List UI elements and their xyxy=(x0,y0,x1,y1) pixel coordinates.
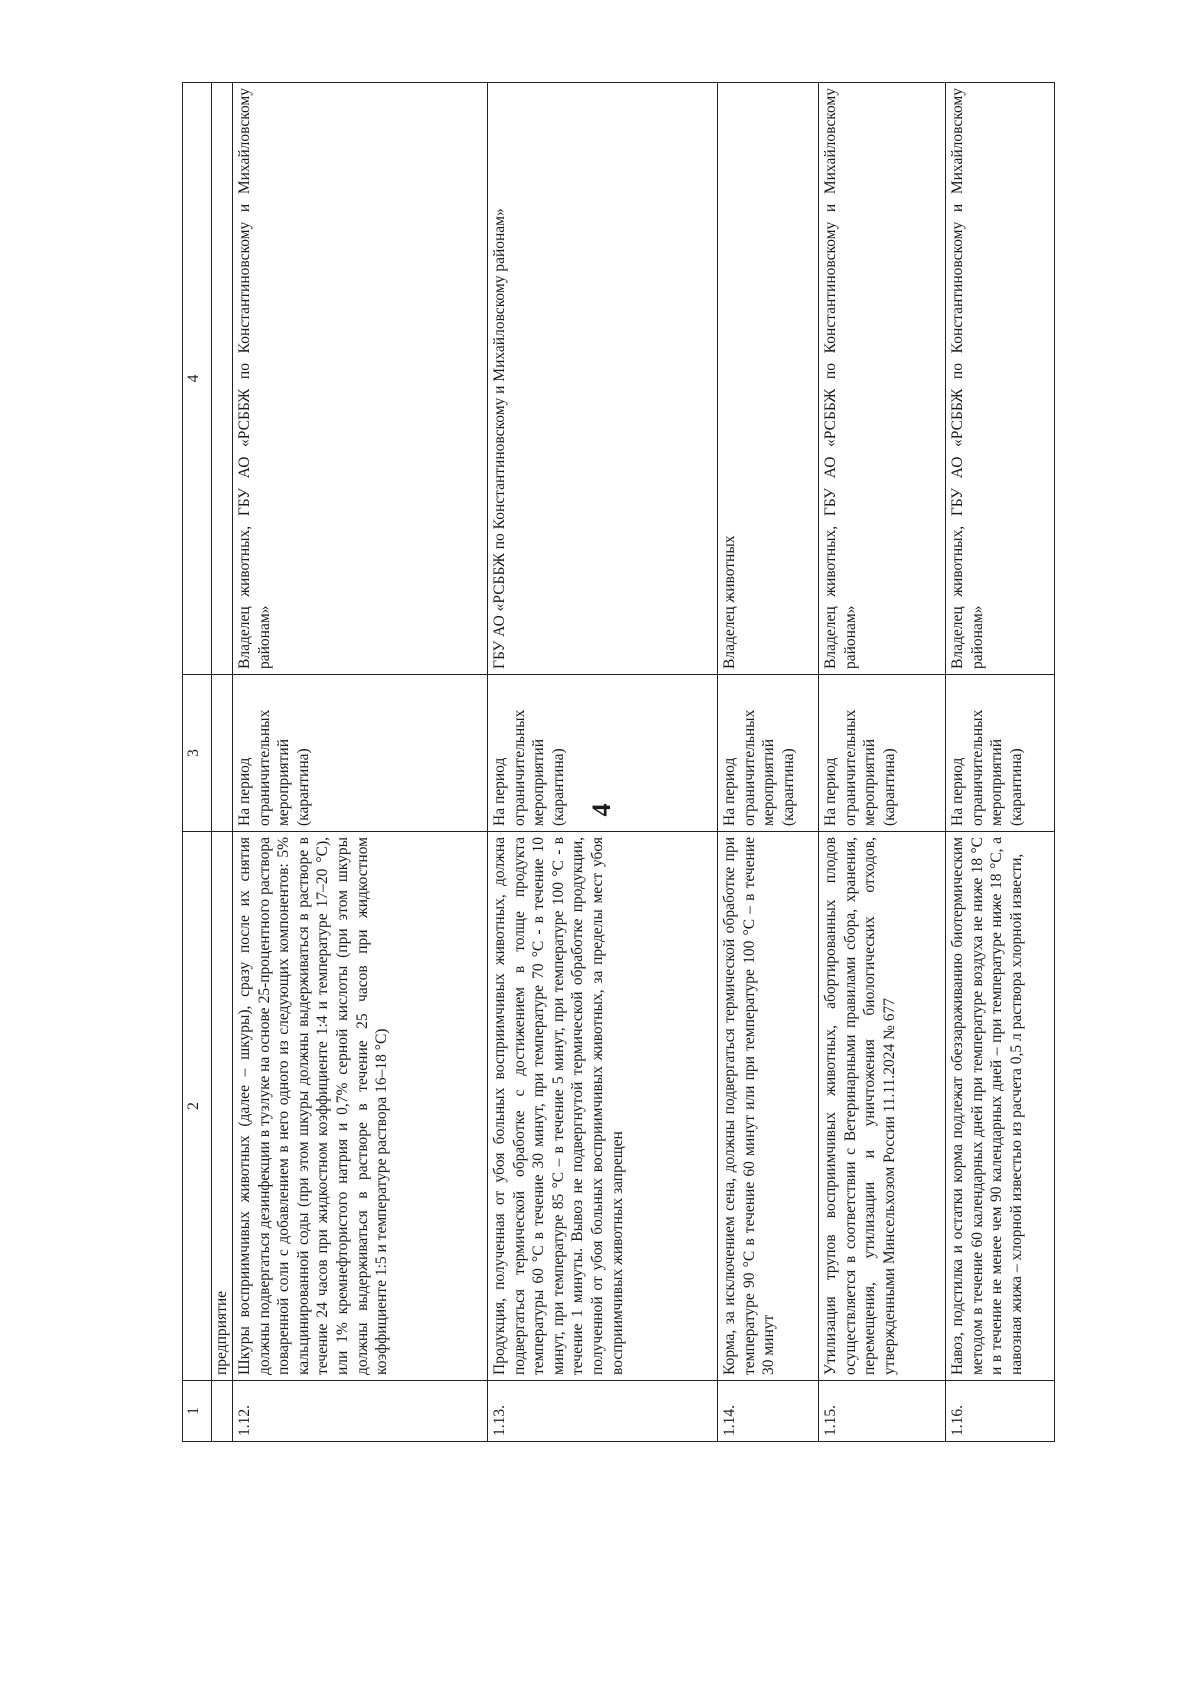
continuation-cell-1 xyxy=(212,1381,233,1442)
period-text: На период ограничительных мероприятий (карантина) xyxy=(946,675,1055,832)
measure-text: Шкуры восприимчивых животных (далее – шкуры), сразу после их снятия должны подвергаться дезинфекции в тузлуке на основе 25-процентного раствора поваренной соли с добавлением в него одного из следующих компонентов: 5% кальцинированной соды (при этом шкуры должны выдерживаться в растворе в течение 24 часов при жидкостном коэффициенте 1:4 и температуре 17–20 °С), или 1% кремнефтористого натрия и 0,7% серной кислоты (при этом шкуры должны выдерживаться в растворе в течение 25 часов при жидкостном коэффициенте 1:5 и температуре раствора 16–18 °С) xyxy=(233,832,488,1381)
responsible-text: Владелец животных, ГБУ АО «РСББЖ по Константиновскому и Михайловскому районам» xyxy=(819,83,946,675)
header-cell-1: 1 xyxy=(183,1381,212,1442)
table-row xyxy=(233,83,488,1442)
table-row xyxy=(718,83,819,1442)
measure-text: Навоз, подстилка и остатки корма подлежат обеззараживанию биотермическим методом в течение 60 календарных дней при температуре воздуха не ниже 18 °С и в течение не менее чем 90 календарных дней – при температуре ниже 18 °С, а навозная жижа – хлорной известью из расчета 0,5 л раствора хлорной извести, xyxy=(946,832,1055,1381)
continuation-row xyxy=(212,83,233,1442)
responsible-text: Владелец животных, ГБУ АО «РСББЖ по Константиновскому и Михайловскому районам» xyxy=(233,83,488,675)
table-row xyxy=(488,83,718,1442)
continuation-text: предприятие xyxy=(212,832,233,1381)
header-cell-2: 2 xyxy=(183,832,212,1381)
table-row xyxy=(946,83,1055,1442)
row-number: 1.13. xyxy=(488,1381,718,1442)
responsible-text: Владелец животных, ГБУ АО «РСББЖ по Константиновскому и Михайловскому районам» xyxy=(946,83,1055,675)
period-text: На период ограничительных мероприятий (карантина) xyxy=(488,675,718,832)
header-cell-4: 4 xyxy=(183,83,212,675)
continuation-cell-3 xyxy=(212,675,233,832)
table-row xyxy=(819,83,946,1442)
measures-table xyxy=(182,82,1055,1442)
measure-text: Продукция, полученная от убоя больных восприимчивых животных, должна подвергаться термической обработке с достижением в толще продукта температуры 60 °С в течение 30 минут, при температуре 70 °С - в течение 10 минут, при температуре 85 °С – в течение 5 минут, при температуре 100 °С - в течение 1 минуты. Вывоз не подвергнутой термической обработке продукции, полученной от убоя больных восприимчивых животных, за пределы мест убоя восприимчивых животных запрещен xyxy=(488,832,718,1381)
header-cell-3: 3 xyxy=(183,675,212,832)
measure-text: Утилизация трупов восприимчивых животных, абортированных плодов осуществляется в соответствии с Ветеринарными правилами сбора, хранения, перемещения, утилизации и уничтожения биологических отходов, утвержденными Минсельхозом России 11.11.2024 № 677 xyxy=(819,832,946,1381)
period-text: На период ограничительных мероприятий (карантина) xyxy=(718,675,819,832)
row-number: 1.12. xyxy=(233,1381,488,1442)
continuation-cell-4 xyxy=(212,83,233,675)
row-number: 1.14. xyxy=(718,1381,819,1442)
period-text: На период ограничительных мероприятий (карантина) xyxy=(819,675,946,832)
period-text: На период ограничительных мероприятий (карантина) xyxy=(233,675,488,832)
measure-text: Корма, за исключением сена, должны подвергаться термической обработке при температуре 90 °С в течение 60 минут или при температуре 100 °С – в течение 30 минут xyxy=(718,832,819,1381)
page-number: 4 xyxy=(587,803,616,817)
table-header-row xyxy=(183,83,212,1442)
rotated-table-container xyxy=(182,82,1025,1442)
responsible-text: ГБУ АО «РСББЖ по Константиновскому и Михайловскому районам» xyxy=(488,83,718,675)
responsible-text: Владелец животных xyxy=(718,83,819,675)
row-number: 1.15. xyxy=(819,1381,946,1442)
row-number: 1.16. xyxy=(946,1381,1055,1442)
